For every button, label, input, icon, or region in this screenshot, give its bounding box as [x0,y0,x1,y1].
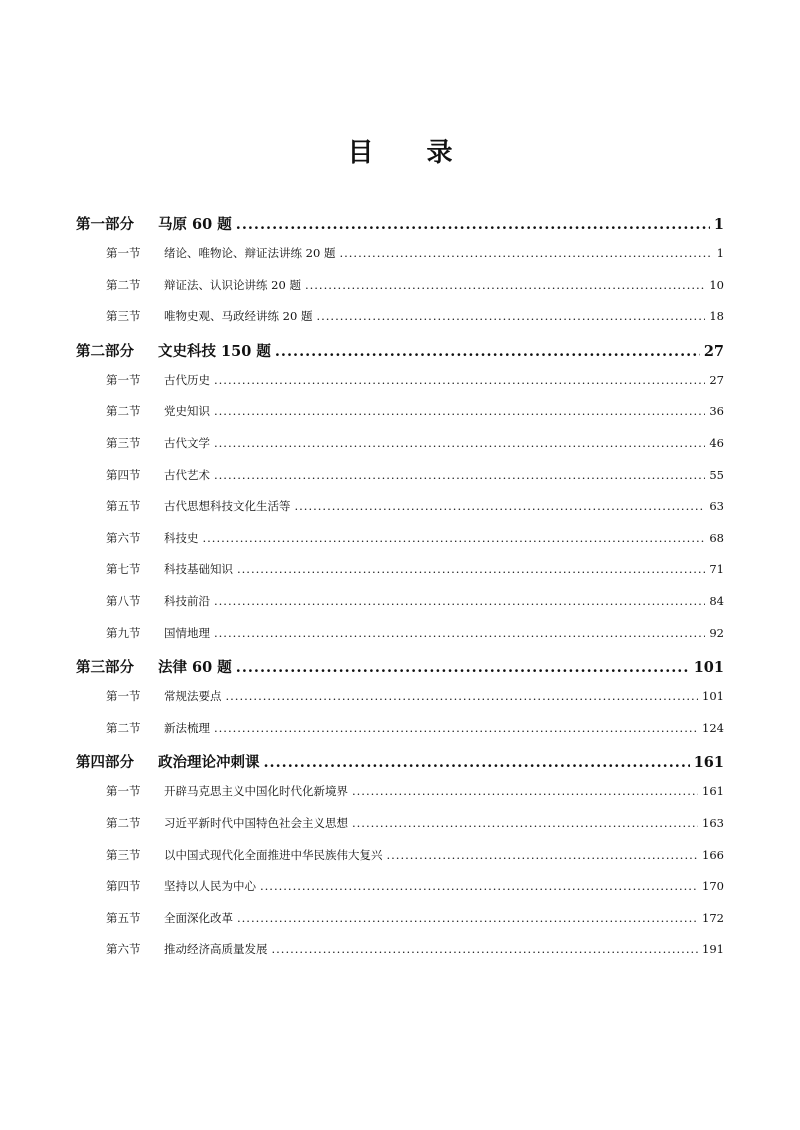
toc-entry-title: 全面深化改革 [164,910,233,925]
toc-section-entry[interactable] [76,941,724,963]
toc-entry-title: 党史知识 [164,404,210,419]
toc-entry-label: 第三节 [106,847,141,862]
dot-leader [203,531,706,545]
toc-section-entry[interactable] [76,593,724,615]
toc-entry-label: 第二节 [106,720,141,735]
toc-section-entry[interactable] [76,688,724,710]
dot-leader [214,626,705,640]
toc-page-number: 68 [709,530,724,545]
toc-page-number: 10 [709,277,724,292]
toc-page-number: 92 [709,625,724,640]
toc-page-number: 161 [693,754,724,772]
toc-entry-label: 第二节 [106,404,141,419]
toc-page-number: 124 [702,720,724,735]
dot-leader [214,594,705,608]
dot-leader [214,436,705,450]
toc-entry-label: 第五节 [106,499,141,514]
toc-entry-label: 第三节 [106,435,141,450]
page-title: 目 录 [347,138,475,168]
toc-part-entry[interactable] [76,751,724,774]
toc-section-entry[interactable] [76,878,724,900]
dot-leader [214,373,705,387]
dot-leader [352,816,698,830]
dot-leader [352,784,698,798]
toc-entry-label: 第四节 [106,467,141,482]
toc-entry-title: 国情地理 [164,625,210,640]
toc-entry-label: 第四部分 [76,754,134,772]
toc-section-entry[interactable] [76,245,724,267]
toc-page-number: 161 [702,784,724,799]
toc-entry-label: 第六节 [106,530,141,545]
toc-page-number: 163 [702,815,724,830]
toc-entry-label: 第七节 [106,562,141,577]
toc-section-entry[interactable] [76,372,724,394]
toc-section-entry[interactable] [76,847,724,869]
toc-part-entry[interactable] [76,213,724,236]
toc-entry-title: 以中国式现代化全面推进中华民族伟大复兴 [164,847,383,862]
toc-entry-label: 第二节 [106,815,141,830]
toc-section-entry[interactable] [76,815,724,837]
dot-leader [272,942,699,956]
toc-entry-label: 第一节 [106,784,141,799]
toc-page-number: 172 [702,910,724,925]
toc-entry-title: 古代文学 [164,435,210,450]
toc-page-number: 191 [702,942,724,957]
toc-page-number: 166 [702,847,724,862]
dot-leader [236,216,710,233]
toc-section-entry[interactable] [76,910,724,932]
dot-leader [295,499,706,513]
toc-entry-title: 政治理论冲刺课 [158,754,260,772]
toc-section-entry[interactable] [76,720,724,742]
toc-section-entry[interactable] [76,403,724,425]
toc-page-number: 71 [709,562,724,577]
table-of-contents [76,213,724,973]
toc-entry-label: 第二部分 [76,342,134,360]
dot-leader [236,659,690,676]
dot-leader [260,879,698,893]
toc-entry-label: 第四节 [106,879,141,894]
toc-entry-title: 法律 60 题 [158,659,232,677]
dot-leader [214,721,698,735]
toc-section-entry[interactable] [76,435,724,457]
toc-part-entry[interactable] [76,656,724,679]
toc-entry-label: 第三部分 [76,659,134,677]
toc-page-number: 18 [709,309,724,324]
toc-page-number: 101 [693,659,724,677]
toc-part-entry[interactable] [76,340,724,363]
dot-leader [226,689,699,703]
toc-entry-title: 推动经济高质量发展 [164,942,268,957]
toc-section-entry[interactable] [76,277,724,299]
toc-entry-label: 第一部分 [76,216,134,233]
toc-entry-title: 科技基础知识 [164,562,233,577]
dot-leader [275,343,700,360]
toc-entry-title: 辩证法、认识论讲练 20 题 [164,277,301,292]
toc-entry-title: 新法梳理 [164,720,210,735]
toc-page-number: 46 [709,435,724,450]
toc-entry-title: 古代历史 [164,372,210,387]
toc-entry-title: 唯物史观、马政经讲练 20 题 [164,309,313,324]
toc-section-entry[interactable] [76,498,724,520]
toc-entry-title: 绪论、唯物论、辩证法讲练 20 题 [164,246,336,260]
toc-section-entry[interactable] [76,625,724,647]
toc-entry-title: 古代思想科技文化生活等 [164,499,291,514]
toc-page-number: 1 [716,246,724,260]
dot-leader [305,278,705,292]
toc-section-entry[interactable] [76,783,724,805]
dot-leader [387,848,699,862]
toc-entry-label: 第二节 [106,277,141,292]
toc-page-number: 36 [709,404,724,419]
dot-leader [214,404,705,418]
toc-page-number: 63 [709,499,724,514]
toc-entry-label: 第一节 [106,246,141,260]
toc-entry-title: 习近平新时代中国特色社会主义思想 [164,815,348,830]
toc-section-entry[interactable] [76,308,724,330]
toc-entry-title: 马原 60 题 [158,216,232,233]
toc-page-number: 170 [702,879,724,894]
toc-entry-title: 坚持以人民为中心 [164,879,256,894]
toc-section-entry[interactable] [76,530,724,552]
toc-entry-label: 第一节 [106,372,141,387]
dot-leader [237,562,705,576]
dot-leader [214,468,705,482]
toc-entry-title: 文史科技 150 题 [158,342,271,360]
toc-section-entry[interactable] [76,561,724,583]
toc-entry-title: 科技史 [164,530,199,545]
toc-page-number: 84 [709,593,724,608]
dot-leader [339,246,712,260]
toc-page-number: 55 [709,467,724,482]
toc-entry-title: 古代艺术 [164,467,210,482]
toc-entry-label: 第八节 [106,593,141,608]
toc-page-number: 27 [709,372,724,387]
dot-leader [237,911,698,925]
toc-entry-title: 常规法要点 [164,689,222,704]
toc-page-number: 101 [702,689,724,704]
toc-page-number: 27 [703,342,724,360]
toc-page-number: 1 [713,216,724,233]
toc-entry-label: 第九节 [106,625,141,640]
toc-entry-title: 开辟马克思主义中国化时代化新境界 [164,784,348,799]
dot-leader [316,309,705,323]
dot-leader [264,754,690,771]
toc-entry-label: 第一节 [106,689,141,704]
toc-section-entry[interactable] [76,467,724,489]
toc-entry-title: 科技前沿 [164,593,210,608]
toc-entry-label: 第五节 [106,910,141,925]
toc-entry-label: 第六节 [106,942,141,957]
toc-entry-label: 第三节 [106,309,141,324]
